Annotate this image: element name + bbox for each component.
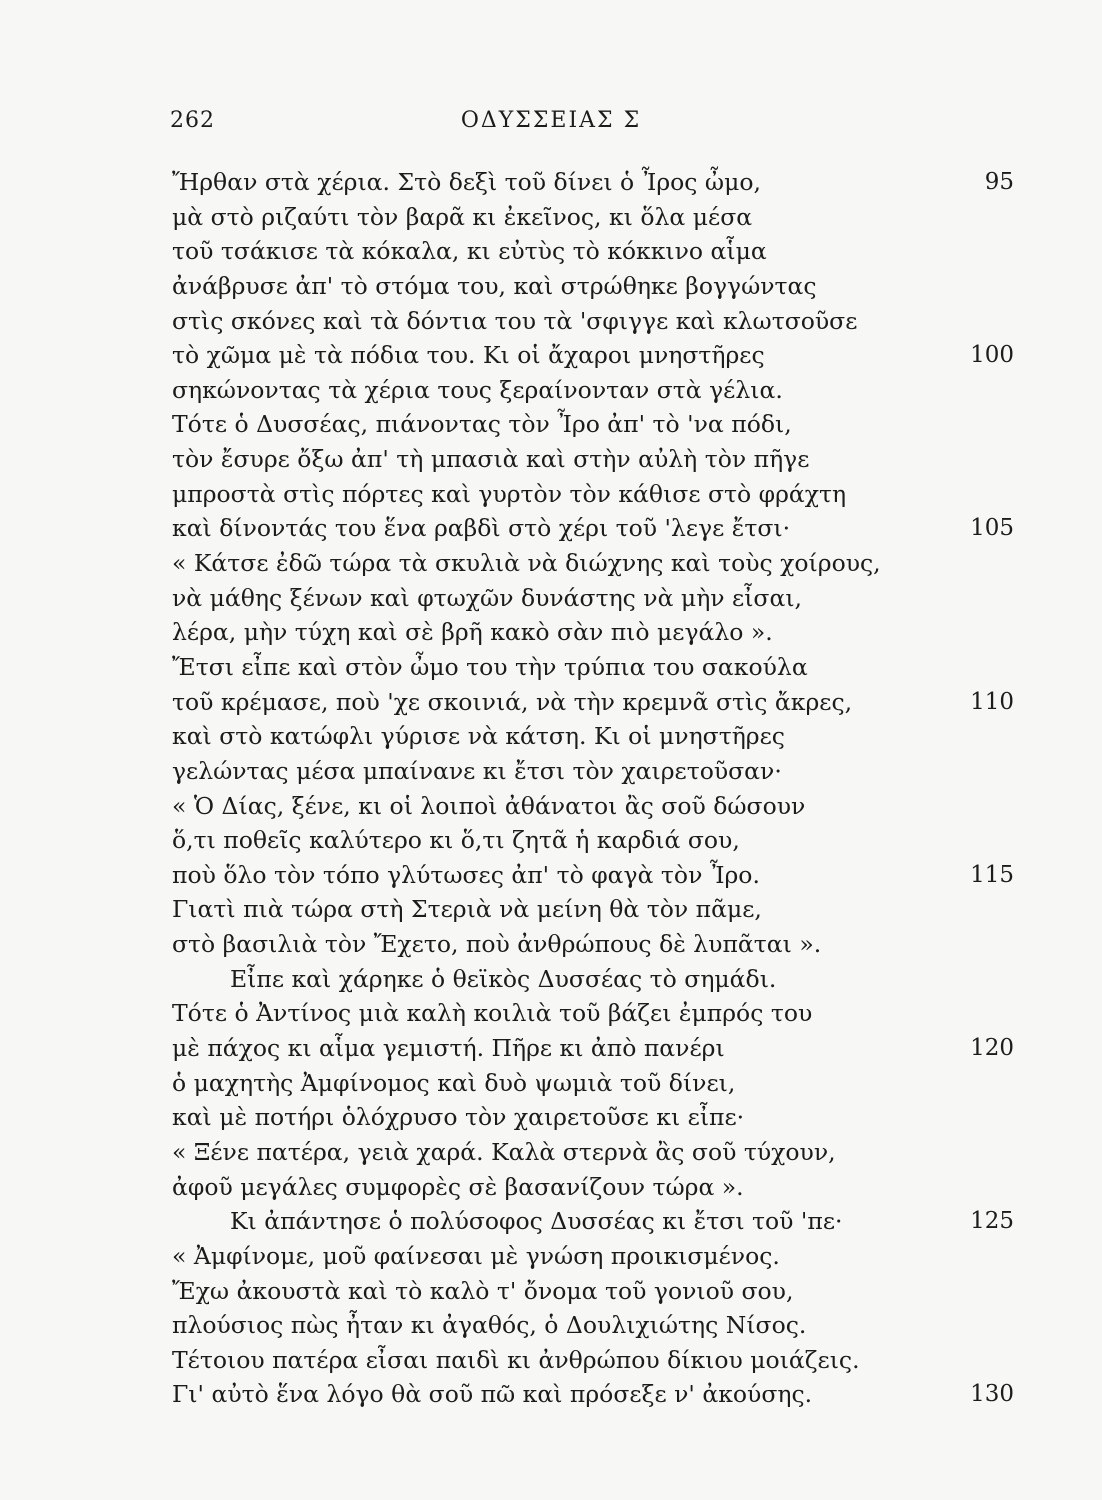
line-number: 120: [970, 1035, 1014, 1062]
verse-line: [172, 615, 1022, 650]
verse-line: [172, 1100, 1022, 1135]
verse-text: Ἔχω ἀκουστὰ καὶ τὸ καλὸ τ' ὄνομα τοῦ γονιοῦ σου,: [172, 1276, 794, 1305]
verse-line: [172, 1170, 1022, 1205]
verse-line: [172, 269, 1022, 304]
verse-line: [172, 546, 1022, 581]
verse-text: καὶ μὲ ποτήρι ὁλόχρυσο τὸν χαιρετοῦσε κι εἶπε·: [172, 1103, 745, 1132]
verse-text: Γι' αὐτὸ ἕνα λόγο θὰ σοῦ πῶ καὶ πρόσεξε ν' ἀκούσης.: [172, 1380, 813, 1409]
verse-text: στὶς σκόνες καὶ τὰ δόντια του τὰ 'σφιγγε καὶ κλωτσοῦσε: [172, 306, 858, 335]
verse-text: Ἔτσι εἶπε καὶ στὸν ὦμο του τὴν τρύπια του σακούλα: [172, 652, 808, 681]
verse-text: Τέτοιου πατέρα εἶσαι παιδὶ κι ἀνθρώπου δίκιου μοιάζεις.: [172, 1345, 860, 1374]
verse-text: μπροστὰ στὶς πόρτες καὶ γυρτὸν τὸν κάθισε στὸ φράχτη: [172, 479, 847, 508]
verse-line: [172, 442, 1022, 477]
verse-line: [172, 892, 1022, 927]
line-number: 100: [970, 342, 1014, 369]
verse-line: [172, 1239, 1022, 1274]
verse-text: ἀνάβρυσε ἀπ' τὸ στόμα του, καὶ στρώθηκε βογγώντας: [172, 271, 817, 300]
verse-text: τοῦ κρέμασε, ποὺ 'χε σκοινιά, νὰ τὴν κρεμνᾶ στὶς ἄκρες,: [172, 687, 853, 716]
verse-line: [172, 1308, 1022, 1343]
verse-text: Κι ἀπάντησε ὁ πολύσοφος Δυσσέας κι ἔτσι τοῦ 'πε·: [230, 1207, 843, 1236]
verse-line: [172, 719, 1022, 754]
verse-text: λέρα, μὴν τύχη καὶ σὲ βρῆ κακὸ σὰν πιὸ μεγάλο ».: [172, 618, 773, 647]
verse-line: [172, 511, 1022, 546]
verse-text: στὸ βασιλιὰ τὸν Ἔχετο, ποὺ ἀνθρώπους δὲ λυπᾶται ».: [172, 930, 822, 959]
verse-line: [172, 927, 1022, 962]
verse-text: καὶ στὸ κατώφλι γύρισε νὰ κάτση. Κι οἱ μνηστῆρες: [172, 722, 785, 751]
verse-line: [172, 373, 1022, 408]
verse-text: μὰ στὸ ριζαύτι τὸν βαρᾶ κι ἐκεῖνος, κι ὅλα μέσα: [172, 202, 753, 231]
verse-line: [172, 1066, 1022, 1101]
verse-text: Ἤρθαν στὰ χέρια. Στὸ δεξὶ τοῦ δίνει ὁ Ἶρος ὦμο,: [172, 168, 761, 196]
line-number: 125: [970, 1208, 1014, 1235]
verse-text: νὰ μάθης ξένων καὶ φτωχῶν δυνάστης νὰ μὴν εἶσαι,: [172, 583, 803, 612]
verse-text: τὸν ἔσυρε ὄξω ἀπ' τὴ μπασιὰ καὶ στὴν αὐλὴ τὸν πῆγε: [172, 445, 810, 474]
line-number: 130: [970, 1381, 1014, 1408]
verse-text: Εἶπε καὶ χάρηκε ὁ θεϊκὸς Δυσσέας τὸ σημάδι.: [230, 964, 777, 993]
verse-line: [172, 823, 1022, 858]
verse-line: [172, 962, 1022, 997]
verse-line: [172, 1204, 1022, 1239]
verse-line: [172, 1274, 1022, 1309]
line-number: 95: [984, 169, 1014, 195]
line-number: 110: [970, 688, 1014, 715]
verse-text: Τότε ὁ Δυσσέας, πιάνοντας τὸν Ἶρο ἀπ' τὸ 'να πόδι,: [172, 410, 792, 439]
verse-line: [172, 165, 1022, 200]
verse-line: [172, 1377, 1022, 1412]
verse-line: [172, 996, 1022, 1031]
verse-line: [172, 754, 1022, 789]
verse-text: καὶ δίνοντάς του ἕνα ραβδὶ στὸ χέρι τοῦ 'λεγε ἔτσι·: [172, 514, 791, 543]
poem-text: [172, 165, 1022, 1412]
verse-text: τοῦ τσάκισε τὰ κόκαλα, κι εὐτὺς τὸ κόκκινο αἷμα: [172, 237, 767, 266]
verse-line: [172, 685, 1022, 720]
verse-text: « Κάτσε ἐδῶ τώρα τὰ σκυλιὰ νὰ διώχνης καὶ τοὺς χοίρους,: [172, 549, 881, 578]
line-number: 105: [970, 515, 1014, 542]
line-number: 115: [970, 861, 1014, 888]
verse-text: ποὺ ὅλο τὸν τόπο γλύτωσες ἀπ' τὸ φαγὰ τὸν Ἶρο.: [172, 860, 760, 889]
verse-line: [172, 581, 1022, 616]
verse-text: « Ἀμφίνομε, μοῦ φαίνεσαι μὲ γνώση προικισμένος.: [172, 1241, 780, 1270]
verse-text: σηκώνοντας τὰ χέρια τους ξεραίνονταν στὰ γέλια.: [172, 375, 783, 404]
verse-line: [172, 200, 1022, 235]
page-number: 262: [170, 108, 215, 133]
verse-text: γελώντας μέσα μπαίνανε κι ἔτσι τὸν χαιρετοῦσαν·: [172, 756, 782, 785]
verse-line: [172, 650, 1022, 685]
verse-text: Γιατὶ πιὰ τώρα στὴ Στεριὰ νὰ μείνη θὰ τὸν πᾶμε,: [172, 895, 762, 924]
verse-line: [172, 1343, 1022, 1378]
verse-line: [172, 407, 1022, 442]
running-head: ΟΔΥΣΣΕΙΑΣ Σ: [460, 108, 642, 133]
verse-text: πλούσιος πὼς ἦταν κι ἀγαθός, ὁ Δουλιχιώτης Νίσος.: [172, 1311, 807, 1340]
verse-line: [172, 858, 1022, 893]
verse-text: ἀφοῦ μεγάλες συμφορὲς σὲ βασανίζουν τώρα ».: [172, 1172, 744, 1201]
verse-line: [172, 789, 1022, 824]
verse-line: [172, 1031, 1022, 1066]
verse-text: « Ξένε πατέρα, γειὰ χαρά. Καλὰ στερνὰ ἂς σοῦ τύχουν,: [172, 1137, 836, 1166]
verse-text: τὸ χῶμα μὲ τὰ πόδια του. Κι οἱ ἄχαροι μνηστῆρες: [172, 341, 765, 370]
verse-text: « Ὁ Δίας, ξένε, κι οἱ λοιποὶ ἀθάνατοι ἂς σοῦ δώσουν: [172, 791, 806, 820]
verse-line: [172, 477, 1022, 512]
verse-text: ὁ μαχητὴς Ἀμφίνομος καὶ δυὸ ψωμιὰ τοῦ δίνει,: [172, 1068, 736, 1097]
verse-line: [172, 234, 1022, 269]
verse-text: Τότε ὁ Ἀντίνος μιὰ καλὴ κοιλιὰ τοῦ βάζει ἐμπρός του: [172, 999, 813, 1028]
verse-line: [172, 1135, 1022, 1170]
verse-line: [172, 304, 1022, 339]
verse-text: ὅ,τι ποθεῖς καλύτερο κι ὅ,τι ζητᾶ ἡ καρδιά σου,: [172, 826, 740, 855]
verse-line: [172, 338, 1022, 373]
verse-text: μὲ πάχος κι αἷμα γεμιστή. Πῆρε κι ἀπὸ πανέρι: [172, 1034, 725, 1063]
